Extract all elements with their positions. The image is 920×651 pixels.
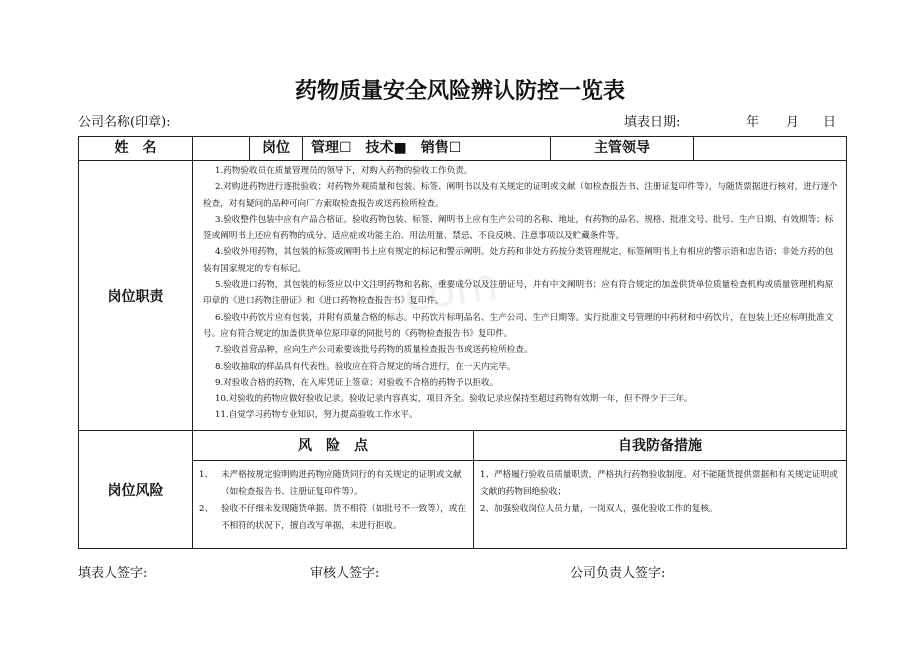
- watermark: .com: [386, 258, 501, 325]
- name-label: 姓 名: [79, 137, 193, 160]
- supervisor-label: 主管领导: [551, 137, 694, 160]
- document-title: 药物质量安全风险辨认防控一览表: [294, 79, 625, 104]
- name-value-cell[interactable]: [193, 137, 250, 160]
- risk-points-list: [193, 461, 474, 548]
- duty-item: 10.对验收的药物应做好验收记录。验收记录内容真实，项目齐全。验收记录应保持至超过药物有效期一年，但不得少于三年。: [215, 394, 693, 405]
- risk-point-text: 未严格按规定验明购进药物应随货同行的有关规定的证明或文献（如检查报告书、注册证复印件等）。: [221, 470, 462, 497]
- company-name-label: 公司名称(印章):: [78, 115, 171, 130]
- duty-item: 9.对验收合格的药物，在入库凭证上签章；对验收不合格的药物予以拒收。: [215, 377, 499, 388]
- duty-item: 5.验收进口药物，其包装的标签应以中文注明药物和名称，重要成分以及注册证号，并有中文阐明书；应有符合规定的加盖供货单位质量检查机构或质量管理机构原印章的《进口药物注册证》和《进口药物检查报告书》复印件。: [203, 280, 834, 307]
- supervisor-value-cell[interactable]: [694, 137, 846, 160]
- manager-signature-label: 公司负责人签字:: [570, 566, 666, 581]
- filler-signature-label: 填表人签字:: [78, 566, 148, 581]
- risk-point-number: 1、: [199, 470, 214, 480]
- risk-point-item: [199, 467, 467, 501]
- duty-item: 7.验收首营品种，应向生产公司索要该批号药物的质量检查报告书或送药检所检查。: [215, 345, 533, 356]
- risk-point-number: 2、: [199, 504, 214, 514]
- duty-item: 6.验收中药饮片应有包装，并附有质量合格的标志。中药饮片标明品名、生产公司、生产日期等。实行批准文号管理的中药材和中药饮片，在包装上还应标明批准文号。应有符合规定的加盖供货单位原印章的同批号的《药物检查报告书》复印件。: [203, 312, 834, 339]
- month-label: 月: [786, 115, 800, 130]
- measures-list: [474, 461, 846, 548]
- duty-item: 8.验收抽取的样品具有代表性。验收应在符合规定的场合进行，在一天内完毕。: [215, 361, 516, 372]
- risk-label: 岗位风险: [79, 431, 193, 548]
- risk-point-item: [199, 501, 467, 535]
- duty-item: 1.药物验收员在质量管理员的领导下，对购入药物的验收工作负责。: [215, 166, 473, 176]
- fill-date-label: 填表日期:: [624, 115, 681, 130]
- meta-row: [78, 111, 838, 129]
- post-label: 岗位: [250, 137, 303, 160]
- post-options[interactable]: 管理☐ 技术■ 销售☐: [303, 137, 551, 160]
- measures-header: 自我防备措施: [474, 431, 846, 461]
- risk-control-table: [78, 136, 847, 549]
- risk-points-header: 风 险 点: [193, 431, 474, 461]
- header-row: [79, 137, 846, 161]
- reviewer-signature-label: 审核人签字:: [310, 566, 380, 581]
- measure-item: 1、严格履行验收员质量职责，严格执行药物验收制度。对不能随货提供票据和有关规定证明或文献的药物回绝验收；: [480, 470, 838, 497]
- duty-item: 3.验收整件包装中应有产品合格证。验收药物包装、标签、阐明书上应有生产公司的名称、地址，有药物的品名、规格、批准文号、批号、生产日期、有效期等；标签或阐明书上还应有药物的成分、适应症或功能主治、用法用量、禁忌、不良反映、注意事项以及贮藏条件等。: [203, 214, 834, 242]
- duties-label: 岗位职责: [79, 161, 193, 431]
- duty-item: 11.自觉学习药物专业知识，努力提高验收工作水平。: [215, 410, 418, 421]
- year-label: 年: [746, 115, 760, 130]
- duty-item: 4.验收外用药物，其包装的标签或阐明书上应有规定的标记和警示阐明。处方药和非处方药按分类管理规定，标签阐明书上有相应的警示语和忠告语；非处方药的包装有国家规定的专有标记。: [203, 247, 834, 274]
- duties-list: [193, 161, 846, 431]
- duty-item: 2.对购进药物进行逐批验收；对药物外观质量和包装、标签、阐明书以及有关规定的证明或文献（如检查报告书、注册证复印件等），与随货票据进行核对，进行逐个检查，对有疑问的品种可向厂方索取检查报告或送药检所检查。: [203, 182, 838, 209]
- day-label: 日: [823, 115, 837, 130]
- signature-row: [78, 562, 838, 580]
- measure-item: 2、加强验收岗位人员力量，一岗双人，强化验收工作的复核。: [480, 504, 718, 514]
- risk-point-text: 验收不仔细未发现随货单据、货不相符（如批号不一致等），或在不相符的状况下，擅自改写单据，未进行拒收。: [221, 504, 466, 531]
